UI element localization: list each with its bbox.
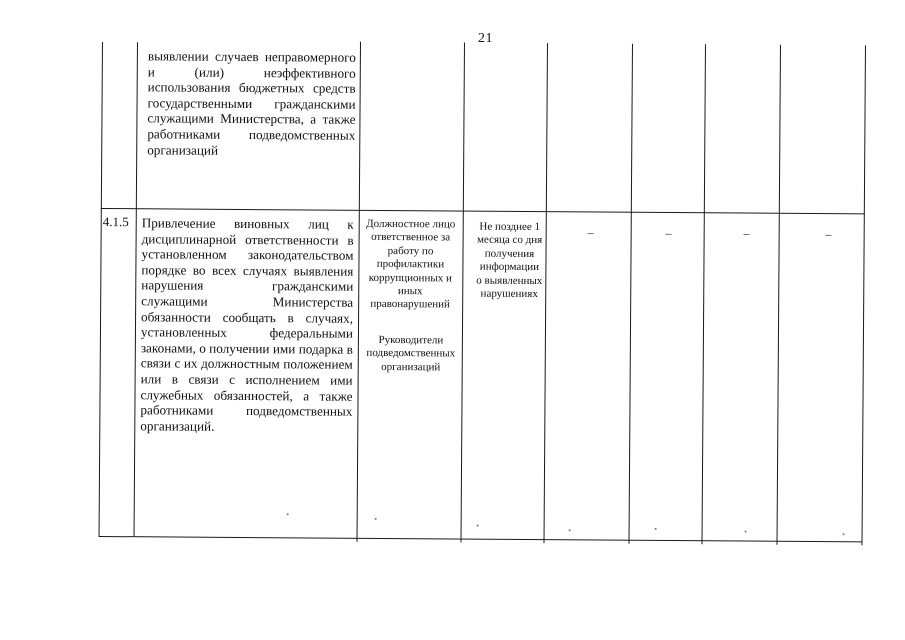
- column-divider: [134, 42, 138, 536]
- table-cell-description: выявлении случаев неправомерного и (или) неэффективного использования бюджетных средств государственными гражданскими служащими Министерства, а также работниками подведомственных организаций: [147, 48, 356, 158]
- table-cell-indicator: –: [587, 225, 594, 240]
- table-cell-term: Не позднее 1 месяца со дня получения информации о выявленных нарушениях: [476, 220, 543, 301]
- scan-speck: [477, 525, 479, 527]
- scan-speck: [745, 530, 747, 532]
- column-divider: [701, 44, 705, 544]
- column-divider: [776, 45, 780, 545]
- table-cell-number: 4.1.5: [102, 214, 129, 230]
- table-border-right: [861, 45, 865, 545]
- table-cell-responsible: Должностное лицо ответственное за работу по профилактики коррупционных и иных правонарушений: [366, 217, 456, 311]
- scan-speck: [843, 533, 845, 535]
- table-border-bottom: [99, 536, 863, 542]
- scan-speck: [287, 513, 289, 515]
- plan-table: [98, 40, 866, 555]
- row-divider: [101, 208, 865, 214]
- scan-speck: [569, 529, 571, 531]
- table-cell-description: Привлечение виновных лиц к дисциплинарной ответственности в установленном законодательством порядке во всех случаях выявления нарушения гражданскими служащими Министерства обязанности сообщать в случаях, установленных федеральными законами, о получении ими подарка в связи с их должностным положением или в связи с исполнением ими служебных обязанностей, а также работниками подведомственных организаций.: [140, 215, 354, 434]
- column-divider: [461, 43, 465, 543]
- column-divider: [543, 43, 547, 543]
- scan-speck: [375, 518, 377, 520]
- table-cell-indicator: –: [825, 227, 832, 242]
- page-number: 21: [478, 31, 493, 46]
- column-divider: [628, 44, 632, 544]
- table-cell-responsible: Руководители подведомственных организаций: [366, 333, 456, 374]
- table-border-left: [99, 42, 103, 536]
- table-cell-indicator: –: [665, 225, 672, 240]
- scan-speck: [655, 528, 657, 530]
- table-cell-indicator: –: [743, 226, 750, 241]
